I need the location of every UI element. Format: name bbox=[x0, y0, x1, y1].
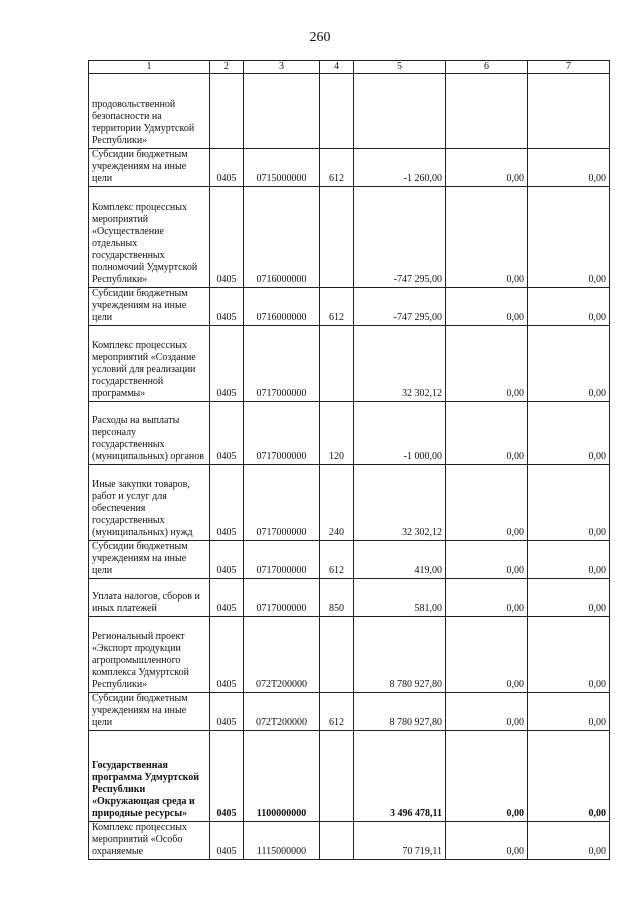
table-row bbox=[89, 541, 610, 579]
row-expense-type-cell: 612 bbox=[320, 541, 354, 579]
row-section-code-cell: 0405 bbox=[210, 465, 244, 541]
row-col6-cell: 0,00 bbox=[446, 149, 528, 187]
row-name-cell: Комплекс процессных мероприятий «Осуществление отдельных государственных полномочий Удмуртской Республики» bbox=[89, 187, 210, 288]
row-section-code-cell: 0405 bbox=[210, 326, 244, 402]
row-target-code-cell: 1100000000 bbox=[244, 731, 320, 822]
row-col7-cell: 0,00 bbox=[528, 149, 610, 187]
table-row bbox=[89, 693, 610, 731]
row-expense-type-cell bbox=[320, 731, 354, 822]
table-row bbox=[89, 187, 610, 288]
row-name-cell: Субсидии бюджетным учреждениям на иные цели bbox=[89, 693, 210, 731]
row-name-cell: Региональный проект «Экспорт продукции агропромышленного комплекса Удмуртской Республики» bbox=[89, 617, 210, 693]
table-header-row bbox=[89, 61, 610, 74]
row-name-cell: Субсидии бюджетным учреждениям на иные цели bbox=[89, 541, 210, 579]
row-target-code-cell: 0717000000 bbox=[244, 541, 320, 579]
row-col6-cell: 0,00 bbox=[446, 465, 528, 541]
row-expense-type-cell: 240 bbox=[320, 465, 354, 541]
row-name-cell: Комплекс процессных мероприятий «Создание условий для реализации государственной программы» bbox=[89, 326, 210, 402]
table-row bbox=[89, 74, 610, 149]
row-col7-cell bbox=[528, 74, 610, 149]
page-number: 260 bbox=[309, 30, 331, 45]
row-col7-cell: 0,00 bbox=[528, 402, 610, 465]
row-name-cell: Комплекс процессных мероприятий «Особо охраняемые bbox=[89, 822, 210, 860]
row-amount-cell: 419,00 bbox=[354, 541, 446, 579]
row-expense-type-cell bbox=[320, 822, 354, 860]
row-col6-cell: 0,00 bbox=[446, 822, 528, 860]
row-target-code-cell: 072T200000 bbox=[244, 617, 320, 693]
row-section-code-cell: 0405 bbox=[210, 693, 244, 731]
row-col7-cell: 0,00 bbox=[528, 541, 610, 579]
row-expense-type-cell bbox=[320, 187, 354, 288]
row-col6-cell: 0,00 bbox=[446, 288, 528, 326]
row-amount-cell: 8 780 927,80 bbox=[354, 617, 446, 693]
row-amount-cell: 32 302,12 bbox=[354, 326, 446, 402]
table-row bbox=[89, 822, 610, 860]
row-col7-cell: 0,00 bbox=[528, 187, 610, 288]
table-row bbox=[89, 579, 610, 617]
row-target-code-cell: 0717000000 bbox=[244, 465, 320, 541]
budget-table bbox=[88, 60, 610, 860]
row-section-code-cell: 0405 bbox=[210, 617, 244, 693]
row-col6-cell: 0,00 bbox=[446, 579, 528, 617]
row-target-code-cell: 0717000000 bbox=[244, 579, 320, 617]
row-target-code-cell: 072T200000 bbox=[244, 693, 320, 731]
row-expense-type-cell: 612 bbox=[320, 693, 354, 731]
row-col6-cell: 0,00 bbox=[446, 541, 528, 579]
row-col7-cell: 0,00 bbox=[528, 693, 610, 731]
row-col6-cell bbox=[446, 74, 528, 149]
row-name-cell: Субсидии бюджетным учреждениям на иные цели bbox=[89, 288, 210, 326]
row-col7-cell: 0,00 bbox=[528, 731, 610, 822]
row-col7-cell: 0,00 bbox=[528, 288, 610, 326]
row-target-code-cell: 0715000000 bbox=[244, 149, 320, 187]
header-cell: 4 bbox=[320, 61, 354, 74]
row-amount-cell: -747 295,00 bbox=[354, 187, 446, 288]
row-section-code-cell: 0405 bbox=[210, 822, 244, 860]
row-target-code-cell: 0716000000 bbox=[244, 288, 320, 326]
header-cell: 7 bbox=[528, 61, 610, 74]
row-amount-cell: -747 295,00 bbox=[354, 288, 446, 326]
row-section-code-cell: 0405 bbox=[210, 187, 244, 288]
row-amount-cell: 3 496 478,11 bbox=[354, 731, 446, 822]
row-name-cell: Уплата налогов, сборов и иных платежей bbox=[89, 579, 210, 617]
row-col6-cell: 0,00 bbox=[446, 617, 528, 693]
header-cell: 2 bbox=[210, 61, 244, 74]
row-col7-cell: 0,00 bbox=[528, 822, 610, 860]
row-target-code-cell: 0716000000 bbox=[244, 187, 320, 288]
row-name-cell: продовольственной безопасности на территории Удмуртской Республики» bbox=[89, 74, 210, 149]
row-amount-cell: 32 302,12 bbox=[354, 465, 446, 541]
table-row bbox=[89, 288, 610, 326]
row-target-code-cell: 0717000000 bbox=[244, 402, 320, 465]
row-expense-type-cell bbox=[320, 74, 354, 149]
row-target-code-cell bbox=[244, 74, 320, 149]
table-row bbox=[89, 731, 610, 822]
row-amount-cell: 70 719,11 bbox=[354, 822, 446, 860]
table-row bbox=[89, 149, 610, 187]
row-section-code-cell: 0405 bbox=[210, 402, 244, 465]
row-amount-cell: 581,00 bbox=[354, 579, 446, 617]
row-expense-type-cell: 612 bbox=[320, 149, 354, 187]
row-name-cell: Иные закупки товаров, работ и услуг для обеспечения государственных (муниципальных) нужд bbox=[89, 465, 210, 541]
row-expense-type-cell: 850 bbox=[320, 579, 354, 617]
row-section-code-cell bbox=[210, 74, 244, 149]
table-row bbox=[89, 617, 610, 693]
row-expense-type-cell: 612 bbox=[320, 288, 354, 326]
row-expense-type-cell bbox=[320, 326, 354, 402]
header-cell: 1 bbox=[89, 61, 210, 74]
row-section-code-cell: 0405 bbox=[210, 731, 244, 822]
row-amount-cell bbox=[354, 74, 446, 149]
header-cell: 5 bbox=[354, 61, 446, 74]
row-col6-cell: 0,00 bbox=[446, 187, 528, 288]
row-col7-cell: 0,00 bbox=[528, 326, 610, 402]
header-cell: 6 bbox=[446, 61, 528, 74]
row-col6-cell: 0,00 bbox=[446, 731, 528, 822]
table-row bbox=[89, 402, 610, 465]
row-name-cell: Государственная программа Удмуртской Республики «Окружающая среда и природные ресурсы» bbox=[89, 731, 210, 822]
row-section-code-cell: 0405 bbox=[210, 579, 244, 617]
row-section-code-cell: 0405 bbox=[210, 541, 244, 579]
table-row bbox=[89, 465, 610, 541]
row-expense-type-cell bbox=[320, 617, 354, 693]
row-col7-cell: 0,00 bbox=[528, 617, 610, 693]
row-target-code-cell: 0717000000 bbox=[244, 326, 320, 402]
row-amount-cell: 8 780 927,80 bbox=[354, 693, 446, 731]
row-col7-cell: 0,00 bbox=[528, 465, 610, 541]
row-col6-cell: 0,00 bbox=[446, 402, 528, 465]
row-amount-cell: -1 000,00 bbox=[354, 402, 446, 465]
row-col6-cell: 0,00 bbox=[446, 326, 528, 402]
row-name-cell: Расходы на выплаты персоналу государственных (муниципальных) органов bbox=[89, 402, 210, 465]
row-amount-cell: -1 260,00 bbox=[354, 149, 446, 187]
table-row bbox=[89, 326, 610, 402]
row-section-code-cell: 0405 bbox=[210, 288, 244, 326]
row-col7-cell: 0,00 bbox=[528, 579, 610, 617]
row-col6-cell: 0,00 bbox=[446, 693, 528, 731]
row-target-code-cell: 1115000000 bbox=[244, 822, 320, 860]
row-expense-type-cell: 120 bbox=[320, 402, 354, 465]
row-section-code-cell: 0405 bbox=[210, 149, 244, 187]
row-name-cell: Субсидии бюджетным учреждениям на иные цели bbox=[89, 149, 210, 187]
header-cell: 3 bbox=[244, 61, 320, 74]
